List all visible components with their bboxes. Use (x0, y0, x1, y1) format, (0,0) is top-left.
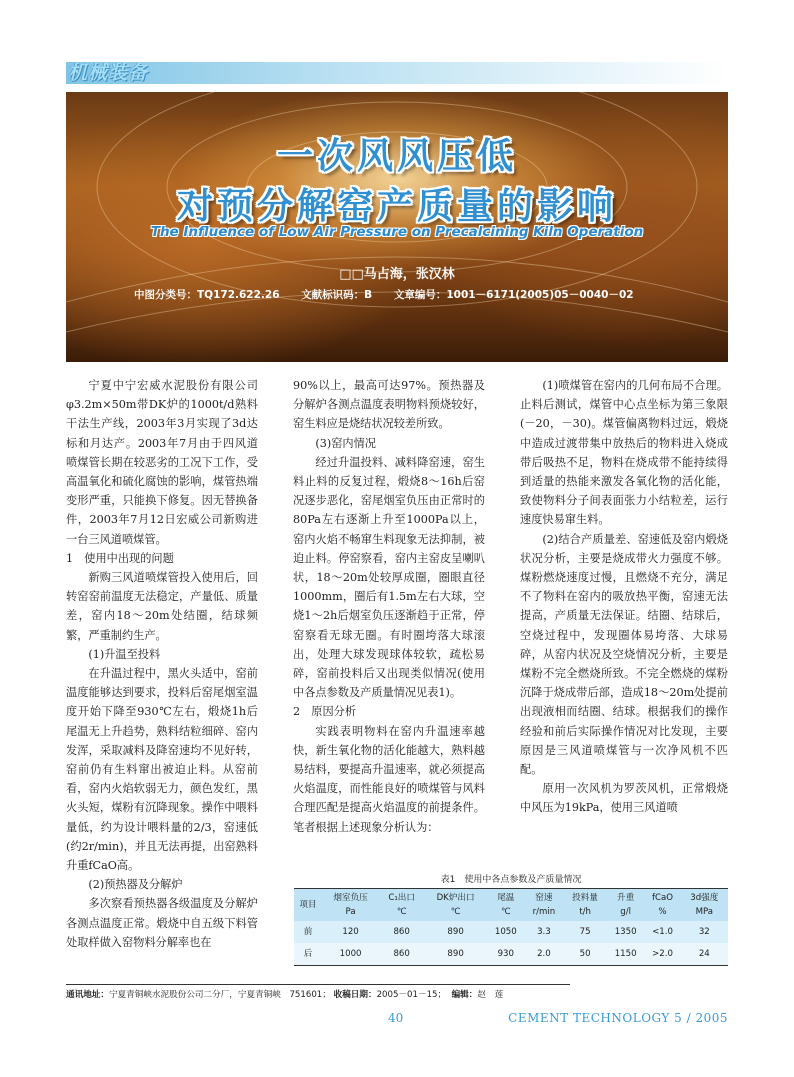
header-label: 烟室负压 (333, 893, 368, 903)
header-label: DK炉出口 (436, 893, 475, 903)
body-column-1 (66, 376, 258, 952)
subsection-heading: (1)升温至投料 (88, 647, 161, 661)
body-paragraph: (1)喷煤管在窑内的几何布局不合理。止料后测试，煤管中心点坐标为第三象限(－20，－30)。煤管偏离物料过远，煅烧中造成过渡带集中放热后的物料进入烧成带后吸热不足，物料在烧成带不能持续得到适量的热能来激发各氧化物的活化能，致使物料分子间表面张力小结粒差，运行速度快易窜生料。 (520, 379, 728, 527)
header-unit: Pa (345, 907, 356, 917)
table-cell: 1350 (607, 921, 645, 943)
section-heading: 1 使用中出现的问题 (66, 551, 174, 565)
body-paragraph: 在升温过程中，黑火头适中，窑前温度能够达到要求，投料后窑尾烟室温度开始下降至930℃左右，煅烧1h后尾温无上升趋势，熟料结粒细碎、窑内发浑，采取减料及降窑速均不见好转，窑前仍有生料窜出被迫止料。从窑前看，窑内火焰软弱无力，颜色发红，黑火头短，煤粉有沉降现象。操作中喂料量低，约为设计喂料量的2/3，窑速低(约2r/min)，并且无法再提，出窑熟料升重fCaO高。 (66, 667, 258, 873)
table-cell: 32 (681, 921, 728, 943)
received-date: 2005－01－15； (376, 990, 447, 1000)
body-paragraph: 实践表明物料在窑内升温速率越快，新生氧化物的活化能越大，熟料越易结料，要提高升温速率，就必须提高火焰温度，而性能良好的喷煤管与风料合理匹配是提高火焰温度的前提条件。笔者根据上述现象分析认为： (293, 724, 485, 834)
table-caption: 表1 使用中各点参数及产质量情况 (440, 875, 582, 885)
table-cell: 50 (563, 943, 607, 966)
header-label: 项目 (299, 900, 317, 910)
document-code: 文献标识码：B (301, 289, 373, 301)
section-tag: 机械装备 (68, 62, 149, 84)
header-label: 尾温 (497, 893, 515, 903)
header-label: C₁出口 (388, 893, 415, 903)
page-number: 40 (388, 1011, 404, 1025)
classification-line (134, 287, 652, 302)
subsection-heading: (2)预热器及分解炉 (88, 878, 183, 892)
table-cell: 1050 (487, 921, 525, 943)
header-label: 升重 (617, 893, 635, 903)
table-cell: >2.0 (644, 943, 680, 966)
header-unit: ℃ (396, 907, 407, 917)
table-row (294, 921, 728, 943)
table-cell: 930 (487, 943, 525, 966)
footnote (66, 988, 503, 1000)
header-label: fCaO (651, 893, 674, 903)
title-banner (66, 92, 728, 362)
authors: □□马占海，张汉林 (339, 267, 455, 282)
section-heading: 2 原因分析 (293, 705, 357, 719)
table-header-cell (607, 889, 645, 922)
table-header-cell (525, 889, 564, 922)
header-label: 投料量 (572, 893, 598, 903)
table-cell: 860 (379, 943, 424, 966)
header-label: 窑速 (535, 893, 553, 903)
address-label: 通讯地址： (66, 990, 109, 1000)
table-cell: 1000 (322, 943, 379, 966)
body-column-2 (293, 376, 485, 837)
header-unit: r/min (532, 907, 556, 917)
table-cell: 前 (294, 921, 322, 943)
subsection-heading: (3)窑内情况 (315, 436, 376, 450)
body-column-3 (520, 376, 728, 818)
body-paragraph: 经过升温投料、减料降窑速，窑生料止料的反复过程，煅烧8～16h后窑况逐步恶化，窑尾烟室负压由正常时的80Pa左右逐渐上升至1000Pa以上，窑内火焰不畅窜生料现象无法抑制，被迫止料。停窑察看，窑内主窑皮呈喇叭状，18～20m处较厚成圈，圈眼直径1000mm，圈后有1.5m左右大球，空烧1～2h后烟室负压逐渐趋于正常，停窑察看无球无圈。有时圈垮落大球滚出，处理大球发现球体较软，疏松易碎，窑前投料后又出现类似情况(使用中各点参数及产质量情况见表1)。 (293, 455, 485, 700)
table-header-cell (379, 889, 424, 922)
table-header-cell (644, 889, 680, 922)
table-cell: 后 (294, 943, 322, 966)
table-cell: 120 (322, 921, 379, 943)
footnote-divider (66, 984, 570, 985)
header-unit: ℃ (450, 907, 461, 917)
english-subtitle: The Influence of Low Air Pressure on Precalcining Kiln Operation (150, 224, 644, 240)
table-cell: 860 (379, 921, 424, 943)
table-cell: 75 (563, 921, 607, 943)
body-paragraph: 原用一次风机为罗茨风机，正常煅烧中风压为19kPa，使用三风道喷 (520, 782, 728, 815)
table-cell: <1.0 (644, 921, 680, 943)
body-paragraph: 新购三风道喷煤管投入使用后，回转窑窑前温度无法稳定，产量低、质量差，窑内18～20m处结圈，结球频繁，严重制约生产。 (66, 571, 258, 642)
journal-name: CEMENT TECHNOLOGY 5 / 2005 (508, 1011, 728, 1025)
table-header-cell (487, 889, 525, 922)
section-heading: 90%以上，最高可达97%。预热器及分解炉各测点温度表明物料预烧较好，窑生料应是烧结状况较差所致。 (293, 379, 485, 431)
article-title-line1: 一次风风压低 (276, 136, 517, 177)
body-paragraph: (2)结合产质量差、窑速低及窑内煅烧状况分析，主要是烧成带火力强度不够。煤粉燃烧速度过慢，且燃烧不充分，满足不了物料在窑内的吸放热平衡，窑速无法提高，产质量无法保证。结圈、结球后，空烧过程中，发现圈体易垮落、大球易碎，从窑内状况及空烧情况分析，主要是煤粉不完全燃烧所致。不完全燃烧的煤粉沉降于烧成带后部，造成18～20m处提前出现液相而结圈、结球。根据我们的操作经验和前后实际操作情况对比发现，主要原因是三风道喷煤管与一次净风机不匹配。 (520, 532, 728, 777)
section-band (66, 62, 728, 84)
table-header-cell (424, 889, 487, 922)
table-row (294, 943, 728, 966)
received-label: 收稿日期： (333, 990, 377, 1000)
header-unit: % (658, 907, 667, 917)
table-cell: 1150 (607, 943, 645, 966)
table-header-cell (294, 889, 322, 922)
table-cell: 890 (424, 921, 487, 943)
header-unit: t/h (579, 907, 591, 917)
table-cell: 3.3 (525, 921, 564, 943)
parameter-table (294, 888, 728, 966)
body-paragraph: 宁夏中宁宏威水泥股份有限公司φ3.2m×50m带DK炉的1000t/d熟料干法生产线，2003年3月实现了3d达标和月达产。2003年7月由于四风道喷煤管长期在较恶劣的工况下工作，受高温氧化和硫化腐蚀的影响，煤管热端变形严重，只能换下修复。因无替换备件，2003年7月12日宏威公司新购进一台三风道喷煤管。 (66, 379, 258, 546)
editor: 赵 莲 (477, 990, 504, 1000)
table-header-cell (681, 889, 728, 922)
address: 宁夏青铜峡水泥股份公司二分厂，宁夏青铜峡 751601； (108, 990, 331, 1000)
table-header-row (294, 889, 728, 922)
article-number: 文章编号：1001－6171(2005)05－0040－02 (393, 289, 634, 301)
article-title-line2: 对预分解窑产质量的影响 (176, 186, 617, 227)
header-unit: g/l (620, 907, 632, 917)
table-cell: 890 (424, 943, 487, 966)
header-label: 3d强度 (690, 893, 719, 903)
table-header-cell (563, 889, 607, 922)
body-paragraph: 多次察看预热器各级温度及分解炉各测点温度正常。煅烧中自五级下料管处取样做入窑物料分解率也在 (66, 897, 258, 949)
table-cell: 2.0 (525, 943, 564, 966)
editor-label: 编辑： (451, 990, 478, 1000)
table-header-cell (322, 889, 379, 922)
header-unit: MPa (695, 907, 714, 917)
table-cell: 24 (681, 943, 728, 966)
classification-number: 中图分类号：TQ172.622.26 (134, 289, 280, 301)
header-unit: ℃ (500, 907, 511, 917)
